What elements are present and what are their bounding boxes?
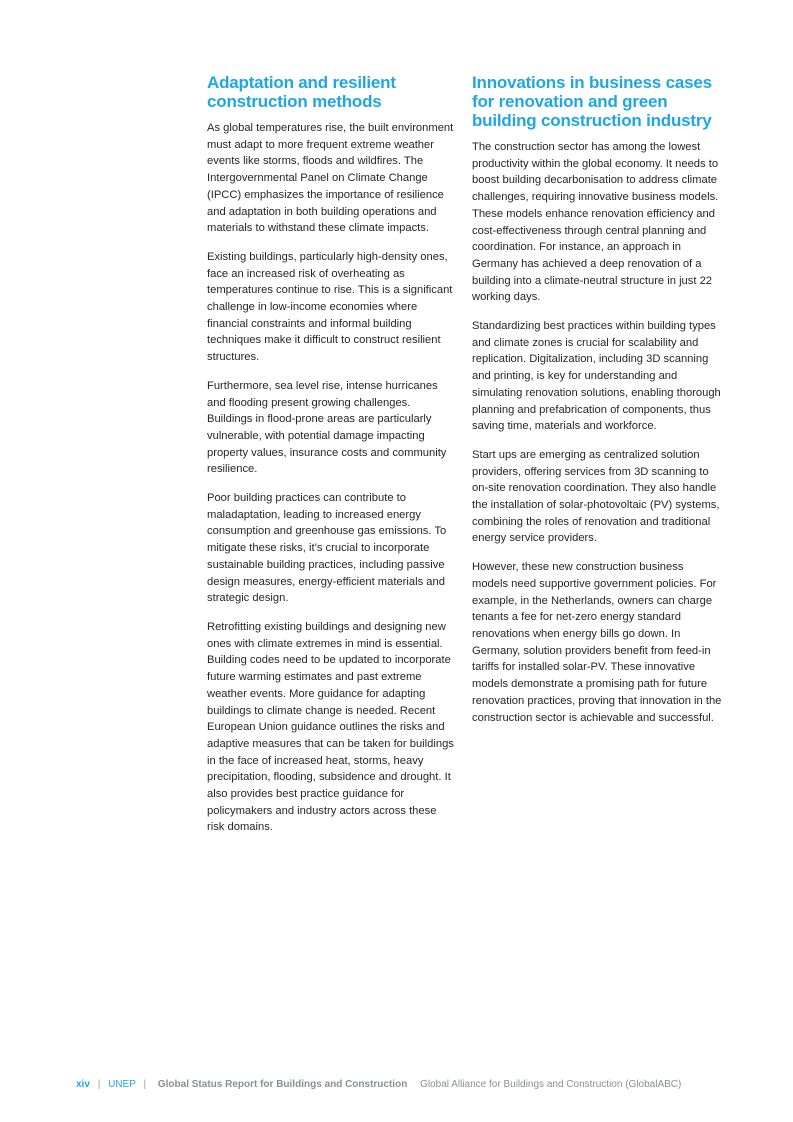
paragraph: Poor building practices can contribute to maladaptation, leading to increased energy consumption and greenhouse gas emissions. To mitigate these risks, it’s crucial to incorporate sustainable building practices, including passive design measures, energy-efficient materials and strategic design.	[207, 492, 447, 605]
left-column	[207, 73, 455, 848]
paragraph: The construction sector has among the lowest productivity within the global economy. It needs to boost building decarbonisation to address climate challenges, requiring innovative business models. These models enhance renovation efficiency and cost-effectiveness through central planning and coordination. For instance, an approach in Germany has achieved a deep renovation of a building into a climate-neutral structure in just 22 working days.	[472, 141, 719, 304]
paragraph: Furthermore, sea level rise, intense hurricanes and flooding present growing challenges. Buildings in flood-prone areas are particularly vulnerable, with potential damage impacting property values, insurance costs and community resilience.	[207, 379, 447, 476]
paragraph: However, these new construction business models need supportive government policies. For example, in the Netherlands, owners can charge tenants a fee for net-zero energy standard renovations when energy bills go down. In Germany, solution providers benefit from feed-in tariffs for installed solar-PV. These innovative models demonstrate a promising path for future renovation practices, proving that innovation in the construction sector is achievable and successful.	[472, 561, 722, 724]
footer-separator: |	[143, 1079, 147, 1090]
paragraph: Standardizing best practices within building types and climate zones is crucial for scalability and replication. Digitalization, including 3D scanning and printing, is key for understanding and simulating renovation solutions, enabling thorough planning and prefabrication of components, thus saving time, materials and workforce.	[472, 320, 721, 433]
footer-separator: |	[97, 1079, 101, 1090]
footer-org: UNEP	[108, 1079, 136, 1090]
section-heading-adaptation: Adaptation and resilient construction methods	[207, 73, 396, 111]
paragraph: Start ups are emerging as centralized solution providers, offering services from 3D scanning to on-site renovation coordination. They also handle the installation of solar-photovoltaic (PV) systems, combining the roles of renovation and traditional energy service providers.	[472, 448, 720, 545]
page-number: xiv	[76, 1079, 90, 1090]
paragraph: As global temperatures rise, the built environment must adapt to more frequent extreme weather events like storms, floods and wildfires. The Intergovernmental Panel on Climate Change (IPCC) emphasizes the importance of resilience and adaptation in both building operations and materials to withstand these climate impacts.	[207, 122, 454, 235]
paragraph: Existing buildings, particularly high-density ones, face an increased risk of overheating as temperatures continue to rise. This is a significant challenge in low-income economies where financial constraints and informal building techniques make it difficult to construct resilient structures.	[207, 250, 453, 364]
paragraph: Retrofitting existing buildings and designing new ones with climate extremes in mind is essential. Building codes need to be updated to incorporate future warming estimates and past extreme weather events. More guidance for adapting buildings to climate change is needed. Recent European Union guidance outlines the risks and adaptive measures that can be taken for buildings in the face of increased heat, storms, heavy precipitation, flooding, subsidence and drought. It also provides best practice guidance for policymakers and industry actors across these risk domains.	[207, 620, 454, 834]
right-column	[472, 73, 722, 738]
footer-alliance: Global Alliance for Buildings and Construction (GlobalABC)	[420, 1079, 682, 1090]
page-footer	[76, 1079, 681, 1091]
footer-report-title: Global Status Report for Buildings and Construction	[157, 1079, 408, 1090]
section-heading-innovations: Innovations in business cases for renovation and green building construction industry	[472, 73, 712, 130]
